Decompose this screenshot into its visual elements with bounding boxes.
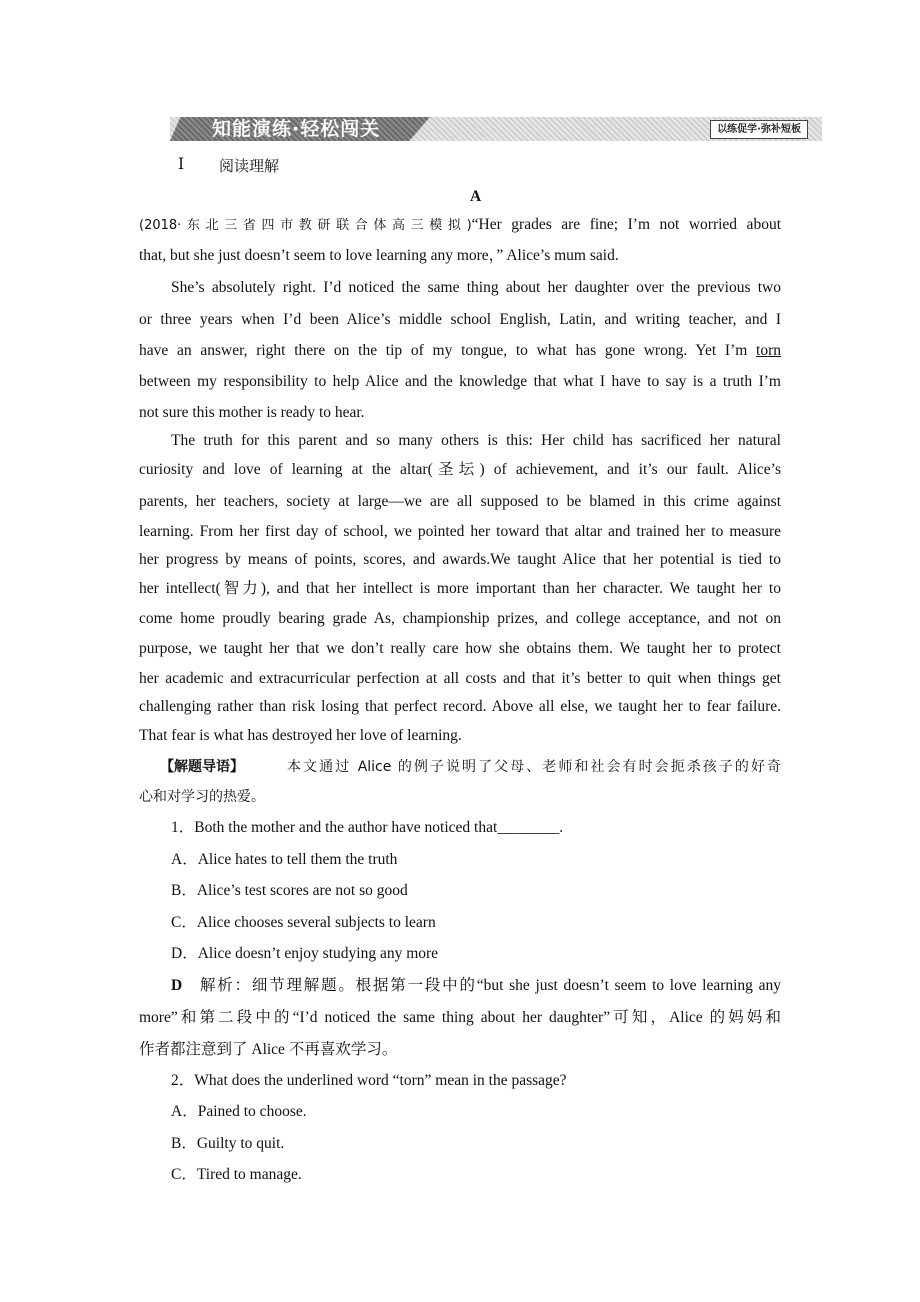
passage-p3-line1: The truth for this parent and so many others is this: Her child has sacrificed her natural bbox=[171, 432, 781, 449]
passage-p2-line1: She’s absolutely right. I’d noticed the same thing about her daughter over the previous two bbox=[171, 279, 781, 296]
passage-p3-line9: her academic and extracurricular perfection at all costs and that it’s better to quit when things get bbox=[139, 670, 781, 687]
passage-p3-line6: her intellect(智力), and that her intellect is more important than her character. We taught her to bbox=[139, 580, 781, 597]
passage-p2-line3: have an answer, right there on the tip of my tongue, to what has gone wrong. Yet I’m torn bbox=[139, 342, 781, 359]
banner-tag: 以练促学·弥补短板 bbox=[710, 120, 808, 139]
q1-explanation-line3: 作者都注意到了 Alice 不再喜欢学习。 bbox=[139, 1041, 398, 1058]
q2-option-a: A．Pained to choose. bbox=[171, 1103, 307, 1120]
passage-p3-line7: come home proudly bearing grade As, championship prizes, and college acceptance, and not on bbox=[139, 610, 781, 627]
q1-option-b: B．Alice’s test scores are not so good bbox=[171, 882, 408, 899]
passage-p3-line3: parents, her teachers, society at large—we are all supposed to be blamed in this crime against bbox=[139, 493, 781, 510]
passage-p2-line5: not sure this mother is ready to hear. bbox=[139, 404, 365, 421]
banner-title: 知能演练·轻松闯关 bbox=[212, 118, 381, 140]
passage-p1-line1: (2018·东北三省四市教研联合体高三模拟)“Her grades are fine; I’m not worried about bbox=[139, 216, 781, 233]
passage-source: (2018·东北三省四市教研联合体高三模拟) bbox=[139, 218, 472, 233]
passage-p3-line10: challenging rather than risk losing that perfect record. Above all else, we taught her to fear failure. bbox=[139, 698, 781, 715]
q1-explanation-line2: more”和第二段中的“I’d noticed the same thing about her daughter”可知，Alice 的妈妈和 bbox=[139, 1009, 781, 1026]
passage-letter: A bbox=[470, 188, 482, 205]
q1-stem: 1．Both the mother and the author have noticed that________. bbox=[171, 819, 564, 836]
q1-explanation-line1: 解析：细节理解题。根据第一段中的“but she just doesn’t seem to love learning any bbox=[200, 977, 781, 994]
guide-line2: 心和对学习的热爱。 bbox=[139, 789, 265, 805]
guide-line1: 本文通过 Alice 的例子说明了父母、老师和社会有时会扼杀孩子的好奇 bbox=[287, 759, 781, 775]
q1-option-c: C．Alice chooses several subjects to learn bbox=[171, 914, 436, 931]
passage-p1-line2: that, but she just doesn’t seem to love learning any more，” Alice’s mum said. bbox=[139, 247, 619, 264]
passage-p3-line2: curiosity and love of learning at the altar(圣坛) of achievement, and it’s our fault. Alice’s bbox=[139, 461, 781, 478]
section-banner bbox=[170, 117, 822, 141]
underlined-word-torn: torn bbox=[756, 342, 781, 359]
q2-option-b: B．Guilty to quit. bbox=[171, 1135, 285, 1152]
passage-p2-line2: or three years when I’d been Alice’s middle school English, Latin, and writing teacher, and I bbox=[139, 311, 781, 328]
q1-answer: D bbox=[171, 977, 183, 994]
passage-p3-line4: learning. From her first day of school, we pointed her toward that altar and trained her to measure bbox=[139, 523, 781, 540]
passage-p2-line4: between my responsibility to help Alice and the knowledge that what I have to say is a truth I’m bbox=[139, 373, 781, 390]
section-title: 阅读理解 bbox=[219, 157, 280, 175]
section-numeral: Ⅰ bbox=[178, 156, 185, 173]
passage-p3-line11: That fear is what has destroyed her love of learning. bbox=[139, 727, 462, 744]
q1-option-d: D．Alice doesn’t enjoy studying any more bbox=[171, 945, 439, 962]
q1-option-a: A．Alice hates to tell them the truth bbox=[171, 851, 398, 868]
q2-stem: 2．What does the underlined word “torn” mean in the passage? bbox=[171, 1072, 567, 1089]
guide-label: 【解题导语】 bbox=[160, 759, 244, 775]
passage-p3-line5: her progress by means of points, scores, and awards.We taught Alice that her potential is tied to bbox=[139, 551, 781, 568]
passage-p3-line8: purpose, we taught her that we don’t really care how she obtains them. We taught her to protect bbox=[139, 640, 781, 657]
q2-option-c: C．Tired to manage. bbox=[171, 1166, 302, 1183]
